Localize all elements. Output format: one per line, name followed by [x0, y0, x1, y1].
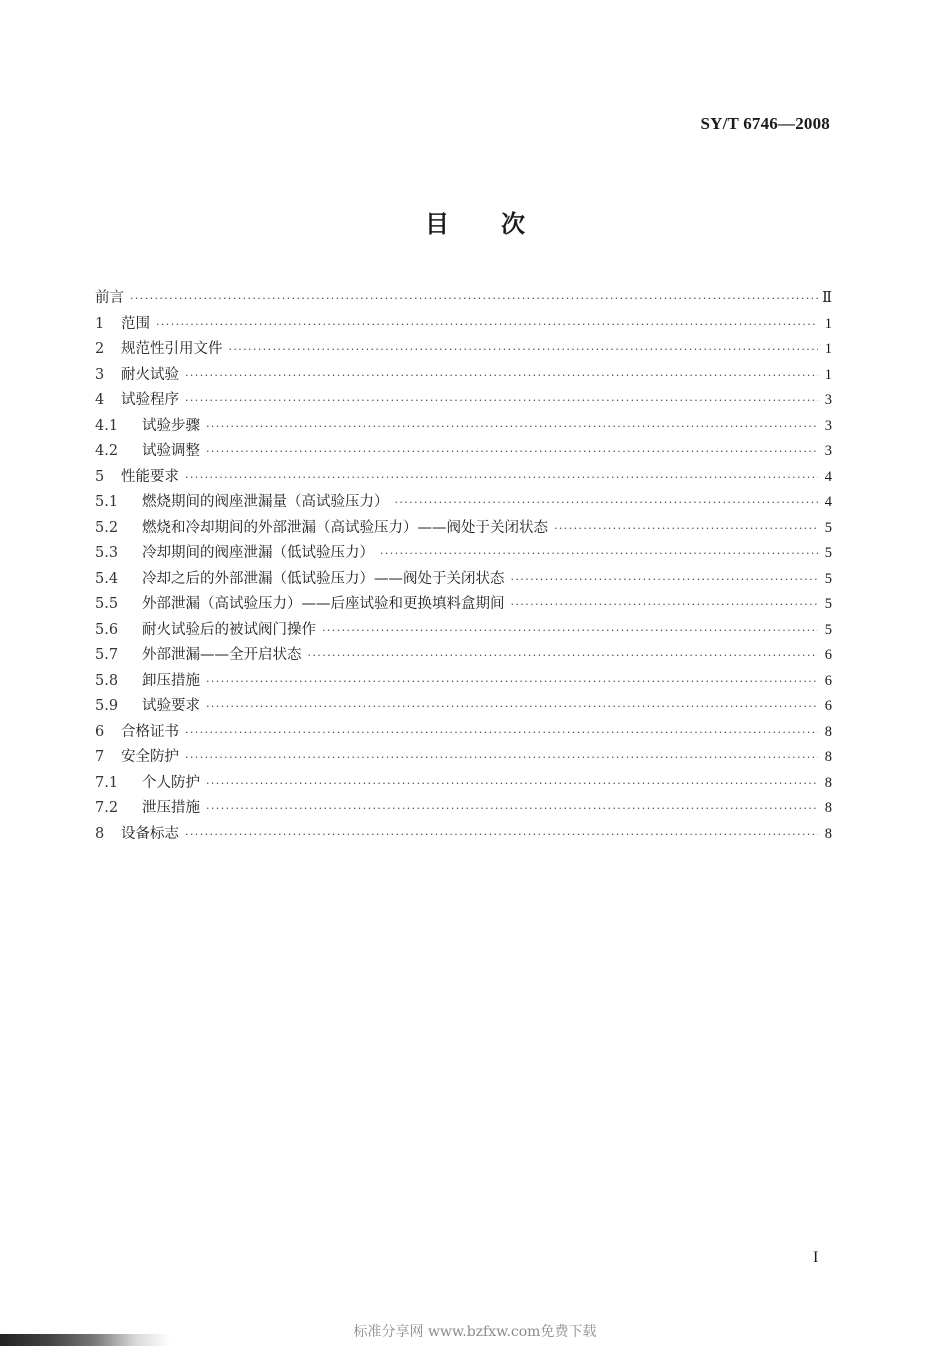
toc-dot-leader	[322, 624, 818, 637]
toc-entry-label: 外部泄漏（高试验压力）——后座试验和更换填料盒期间	[142, 596, 505, 612]
toc-entry-page: 8	[824, 800, 832, 816]
toc-entry-page: 6	[824, 672, 832, 689]
toc-dot-leader	[554, 522, 818, 535]
toc-entry-label: 燃烧和冷却期间的外部泄漏（高试验压力）——阀处于关闭状态	[142, 519, 548, 536]
toc-entry[interactable]	[95, 388, 832, 414]
toc-entry-page: 1	[824, 341, 832, 357]
toc-entry[interactable]	[95, 745, 832, 771]
toc-entry[interactable]	[95, 439, 832, 465]
toc-entry-number: 4.2	[95, 443, 119, 459]
toc-entry-page: Ⅱ	[822, 290, 832, 306]
toc-entry-page: 8	[824, 825, 832, 842]
toc-dot-leader	[185, 751, 818, 764]
toc-entry-number: 7.1	[95, 774, 119, 791]
toc-entry-label: 范围	[121, 315, 150, 332]
toc-entry-number: 7	[95, 749, 105, 765]
toc-entry-page: 4	[824, 494, 832, 510]
toc-entry[interactable]	[95, 720, 832, 746]
toc-entry-page: 8	[824, 774, 832, 791]
toc-entry-number: 8	[95, 825, 105, 842]
toc-entry[interactable]	[95, 592, 832, 618]
toc-entry[interactable]	[95, 822, 832, 848]
toc-entry-number: 5.2	[95, 519, 119, 536]
toc-entry-number: 5.1	[95, 494, 119, 510]
toc-entry-label: 性能要求	[121, 468, 179, 485]
toc-entry-number: 6	[95, 723, 105, 740]
toc-entry[interactable]	[95, 694, 832, 720]
toc-entry-page: 3	[824, 443, 832, 459]
toc-entry-page: 1	[824, 315, 832, 332]
toc-entry[interactable]	[95, 643, 832, 669]
toc-dot-leader	[206, 777, 818, 790]
toc-entry-page: 5	[824, 519, 832, 536]
toc-entry-page: 8	[824, 749, 832, 765]
toc-entry-page: 3	[824, 392, 832, 408]
toc-entry-number: 4.1	[95, 417, 119, 434]
toc-entry[interactable]	[95, 516, 832, 542]
toc-entry-number: 5	[95, 468, 105, 485]
toc-entry[interactable]	[95, 490, 832, 516]
toc-entry-label: 冷却之后的外部泄漏（低试验压力）——阀处于关闭状态	[142, 570, 505, 587]
toc-entry-number: 7.2	[95, 800, 119, 816]
toc-entry-number: 5.9	[95, 698, 119, 714]
toc-dot-leader	[511, 598, 819, 611]
toc-entry-label: 试验要求	[142, 698, 200, 714]
toc-entry-label: 个人防护	[142, 774, 200, 791]
toc-dot-leader	[185, 369, 818, 382]
toc-dot-leader	[185, 471, 818, 484]
page-number: I	[813, 1249, 819, 1266]
toc-dot-leader	[206, 445, 818, 458]
toc-entry-page: 5	[824, 621, 832, 638]
toc-dot-leader	[511, 573, 819, 586]
toc-dot-leader	[185, 726, 818, 739]
toc-entry-page: 4	[824, 468, 832, 485]
scan-artifact	[0, 1334, 170, 1346]
toc-entry-label: 耐火试验后的被试阀门操作	[142, 621, 316, 638]
toc-entry-page: 3	[824, 417, 832, 434]
toc-entry[interactable]	[95, 541, 832, 567]
toc-entry-label: 冷却期间的阀座泄漏（低试验压力）	[142, 545, 374, 561]
toc-entry-label: 外部泄漏——全开启状态	[142, 647, 302, 663]
toc-entry-label: 燃烧期间的阀座泄漏量（高试验压力）	[142, 494, 389, 510]
page-title: 目次	[425, 210, 577, 238]
toc-dot-leader	[185, 828, 818, 841]
toc-dot-leader	[185, 394, 818, 407]
toc-entry-number: 5.4	[95, 570, 119, 587]
toc-entry[interactable]	[95, 414, 832, 440]
toc-entry[interactable]	[95, 618, 832, 644]
toc-dot-leader	[206, 675, 818, 688]
standard-code: SY/T 6746—2008	[700, 114, 830, 133]
toc-entry-label: 试验程序	[121, 392, 179, 408]
toc-entry-label: 规范性引用文件	[121, 341, 223, 357]
toc-entry-number: 5.8	[95, 672, 119, 689]
toc-entry-page: 5	[824, 545, 832, 561]
toc-entry-page: 5	[824, 596, 832, 612]
toc-entry-number: 1	[95, 315, 105, 332]
toc-entry[interactable]	[95, 312, 832, 338]
toc-dot-leader	[206, 700, 818, 713]
toc-entry[interactable]	[95, 669, 832, 695]
toc-entry-label: 试验调整	[142, 443, 200, 459]
toc-entry[interactable]	[95, 337, 832, 363]
toc-entry[interactable]	[95, 286, 832, 312]
toc-dot-leader	[395, 496, 819, 509]
toc-dot-leader	[206, 420, 818, 433]
toc-entry-label: 安全防护	[121, 749, 179, 765]
toc-entry[interactable]	[95, 465, 832, 491]
toc-entry-number: 5.5	[95, 596, 119, 612]
toc-entry[interactable]	[95, 567, 832, 593]
toc-dot-leader	[156, 318, 818, 331]
toc-entry[interactable]	[95, 363, 832, 389]
toc-dot-leader	[206, 802, 818, 815]
toc-dot-leader	[380, 547, 818, 560]
toc-entry-page: 6	[824, 647, 832, 663]
toc-dot-leader	[308, 649, 819, 662]
toc-entry-label: 设备标志	[121, 825, 179, 842]
table-of-contents	[95, 286, 832, 847]
toc-entry[interactable]	[95, 771, 832, 797]
toc-dot-leader	[130, 292, 818, 305]
toc-entry-number: 4	[95, 392, 105, 408]
toc-entry-label: 卸压措施	[142, 672, 200, 689]
toc-entry-page: 5	[824, 570, 832, 587]
toc-entry-label: 耐火试验	[121, 366, 179, 383]
toc-entry-number: 5.3	[95, 545, 119, 561]
watermark-text: 标准分享网 www.bzfxw.com免费下载	[353, 1324, 597, 1340]
toc-entry-page: 6	[824, 698, 832, 714]
toc-entry[interactable]	[95, 796, 832, 822]
toc-entry-number: 5.6	[95, 621, 119, 638]
toc-entry-label: 泄压措施	[142, 800, 200, 816]
toc-entry-page: 8	[824, 723, 832, 740]
toc-entry-number: 5.7	[95, 647, 119, 663]
toc-entry-label: 试验步骤	[142, 417, 200, 434]
toc-entry-number: 3	[95, 366, 105, 383]
toc-entry-page: 1	[824, 366, 832, 383]
toc-entry-label: 合格证书	[121, 723, 179, 740]
toc-entry-label: 前言	[95, 290, 124, 306]
toc-entry-number: 2	[95, 341, 105, 357]
toc-dot-leader	[229, 343, 819, 356]
